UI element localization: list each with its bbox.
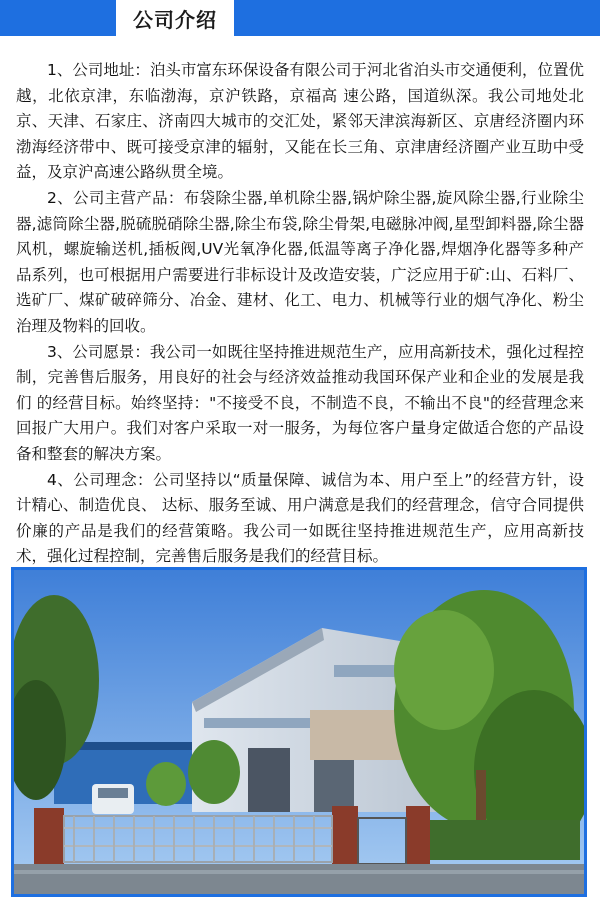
header-bar xyxy=(0,0,600,36)
paragraph-products: 2、公司主营产品：布袋除尘器,单机除尘器,锅炉除尘器,旋风除尘器,行业除尘器,滤筒除尘器,脱硫脱硝除尘器,除尘布袋,除尘骨架,电磁脉冲阀,星型卸料器,除尘器风机，螺旋输送机,插板阀,UV光氧净化器,低温等离子净化器,焊烟净化器等多种产品系列，也可根据用户需要进行非标设计及改造安装，广泛应用于矿:山、石料厂、选矿厂、煤矿破碎筛分、冶金、建材、化工、电力、机械等行业的烟气净化、粉尘治理及物料的回收。 xyxy=(16,188,584,335)
paragraph-address: 1、公司地址：泊头市富东环保设备有限公司于河北省泊头市交通便利，位置优越，北依京津，东临渤海，京沪铁路，京福高 速公路，国道纵深。我公司地处北 京、天津、石家庄、济南四大城市的交汇处，紧邻天津滨海新区、京唐经济圈内环渤海经济带中、既可接受京津的辐射，又能在长三角、京津唐经济圈产业互助中受益，及京沪高速公路纵贯全境。 xyxy=(16,61,584,182)
section-title: 公司介绍 xyxy=(116,0,234,36)
factory-photo xyxy=(11,567,587,897)
company-intro-text xyxy=(0,36,600,570)
paragraph-vision: 3、公司愿景：我公司一如既往坚持推进规范生产，应用高新技术，强化过程控制，完善售后服务，用良好的社会与经济效益推动我国环保产业和企业的发展是我们 的经营目标。始终坚持："不接受不良，不制造不良，不输出不良"的经营理念来回报广大用户。我们对客户采取一对一服务，为每位客户量身定做适合您的产品设备和整套的解决方案。 xyxy=(16,342,584,463)
section-header xyxy=(0,0,600,36)
factory-illustration xyxy=(14,570,584,894)
paragraph-philosophy: 4、公司理念：公司坚持以“质量保障、诚信为本、用户至上”的经营方针，设计精心、制造优良、 达标、服务至诚、用户满意是我们的经营理念，信守合同提供 价廉的产品是我们的经营策略。我公司一如既往坚持推进规范生产，应用高新技术，强化过程控制，完善售后服务是我们的经营目标。 xyxy=(16,470,584,566)
